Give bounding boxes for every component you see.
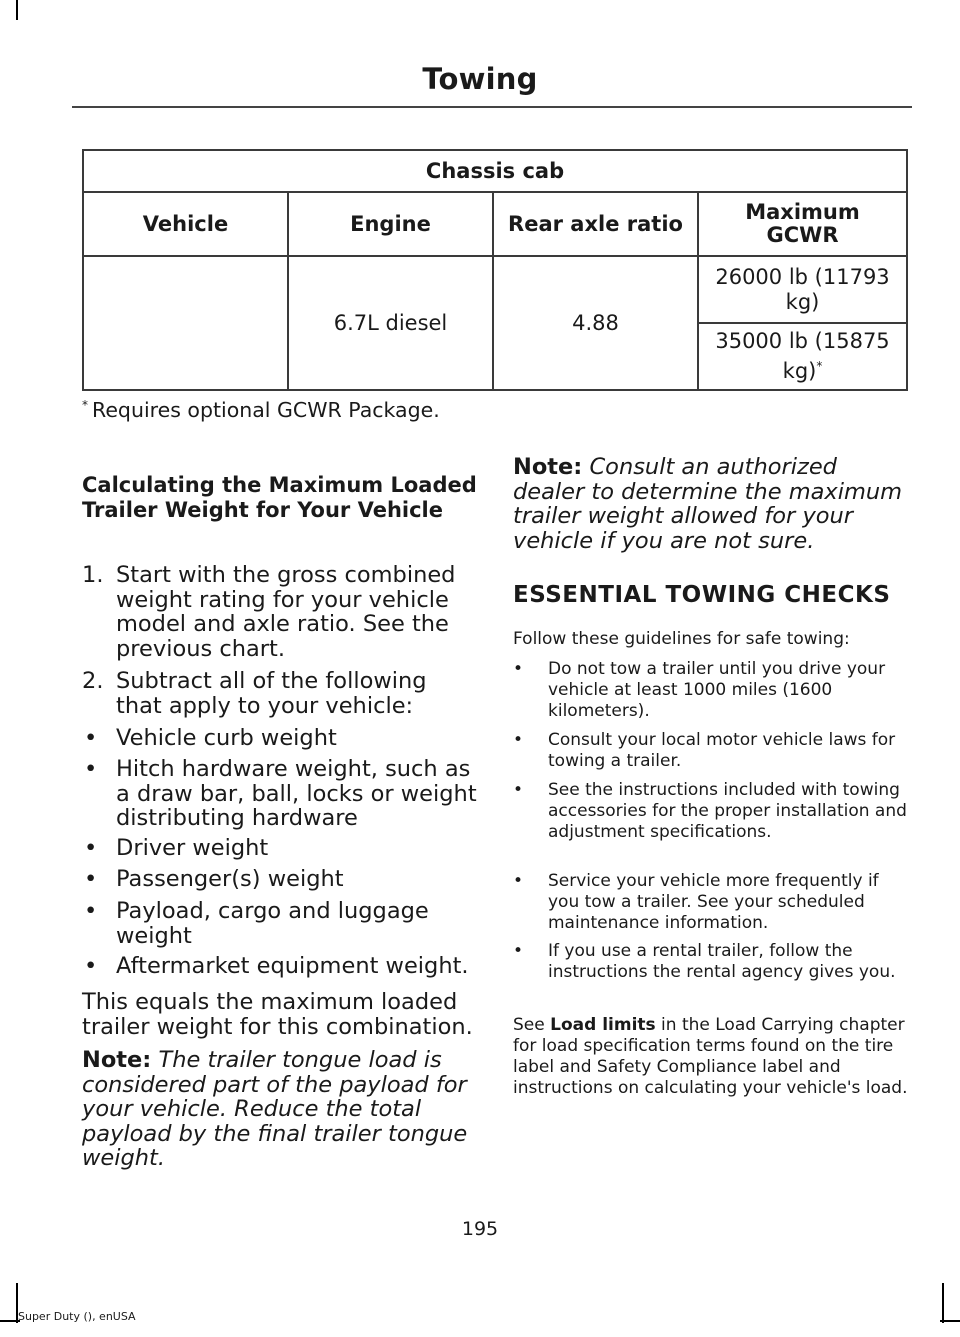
load-limits-paragraph xyxy=(513,1015,913,1099)
cell-vehicle xyxy=(83,256,288,390)
cell-engine: 6.7L diesel xyxy=(288,256,493,390)
header-divider xyxy=(72,106,912,108)
page-title: Towing xyxy=(422,62,538,96)
note-text: Consult an authorized dealer to determine the maximum trailer weight allowed for your vehicle if you are not sure. xyxy=(513,454,903,554)
step-2-number: 2. xyxy=(82,668,104,694)
step-1-text: Start with the gross combined weight rating for your vehicle model and axle ratio. See the previous chart. xyxy=(116,562,456,662)
section-intro: Follow these guidelines for safe towing: xyxy=(513,629,850,649)
crop-mark-top-left xyxy=(16,0,18,20)
crop-mark-bottom-right-h xyxy=(940,1320,960,1322)
cell-ratio: 4.88 xyxy=(493,256,698,390)
column-header-ratio: Rear axle ratio xyxy=(493,192,698,256)
footer-edition: Super Duty (), enUSA xyxy=(18,1310,136,1323)
list-item-text: Payload, cargo and luggage weight xyxy=(116,898,429,949)
list-item-text: Vehicle curb weight xyxy=(116,725,337,751)
list-item-text: Hitch hardware weight, such as a draw bar, ball, locks or weight distributing hardware xyxy=(116,756,477,831)
cell-gcwr-package xyxy=(698,323,907,390)
list-item-text: Service your vehicle more frequently if you tow a trailer. See your scheduled maintenance information. xyxy=(548,871,879,933)
step-1 xyxy=(82,563,482,663)
column-header-gcwr: Maximum GCWR xyxy=(698,192,907,256)
section-title: ESSENTIAL TOWING CHECKS xyxy=(513,582,891,608)
list-item-text: Passenger(s) weight xyxy=(116,866,344,892)
see-suffix: in the Load Carrying chapter for load specification terms found on the tire label and Safety Compliance label and instructions on calculating your vehicle's load. xyxy=(513,1015,908,1098)
list-item-text: See the instructions included with towing accessories for the proper installation and adjustment specifications. xyxy=(548,780,907,842)
bullet-icon: • xyxy=(84,725,98,751)
load-limits-reference: Load limits xyxy=(550,1015,656,1035)
note-text: The trailer tongue load is considered part of the payload for your vehicle. Reduce the total payload by the final trailer tongue weight. xyxy=(82,1047,468,1171)
footnote-marker: * xyxy=(816,359,823,373)
step-1-number: 1. xyxy=(82,562,104,588)
bullet-icon: • xyxy=(84,866,98,892)
note-label: Note: xyxy=(513,454,583,480)
bullet-icon: • xyxy=(84,898,98,924)
bullet-icon: • xyxy=(513,659,524,679)
calc-heading: Calculating the Maximum Loaded Trailer Weight for Your Vehicle xyxy=(82,473,477,522)
bullet-icon: • xyxy=(513,730,524,750)
see-prefix: See xyxy=(513,1015,551,1035)
list-item-text: Do not tow a trailer until you drive your vehicle at least 1000 miles (1600 kilometers). xyxy=(548,659,886,721)
list-item-text: Driver weight xyxy=(116,835,269,861)
crop-mark-bottom-right xyxy=(942,1283,944,1323)
crop-mark-bottom-left-h xyxy=(0,1320,20,1322)
calc-result: This equals the maximum loaded trailer weight for this combination. xyxy=(82,989,473,1040)
step-2-text: Subtract all of the following that apply to your vehicle: xyxy=(116,668,427,719)
list-item-text: If you use a rental trailer, follow the instructions the rental agency gives you. xyxy=(548,941,896,982)
list-item-text: Consult your local motor vehicle laws for towing a trailer. xyxy=(548,730,896,771)
bullet-icon: • xyxy=(513,871,524,891)
bullet-icon: • xyxy=(513,941,524,961)
bullet-icon: • xyxy=(84,953,98,979)
step-2 xyxy=(82,669,482,719)
dealer-note xyxy=(513,455,913,553)
page-number: 195 xyxy=(461,1218,499,1240)
bullet-icon: • xyxy=(513,780,524,800)
bullet-icon: • xyxy=(84,756,98,782)
footnote-text: Requires optional GCWR Package. xyxy=(92,398,440,422)
note-label: Note: xyxy=(82,1047,152,1073)
footnote-mark: * xyxy=(82,398,88,412)
chassis-cab-table xyxy=(82,149,908,391)
gcwr-package-value: 35000 lb (15875 kg) xyxy=(715,329,890,383)
list-item-text: Aftermarket equipment weight. xyxy=(116,953,469,979)
cell-gcwr-standard: 26000 lb (11793 kg) xyxy=(698,256,907,323)
calc-note xyxy=(82,1048,482,1171)
column-header-vehicle: Vehicle xyxy=(83,192,288,256)
table-caption: Chassis cab xyxy=(83,150,907,192)
column-header-engine: Engine xyxy=(288,192,493,256)
table-footnote xyxy=(82,398,440,422)
bullet-icon: • xyxy=(84,835,98,861)
